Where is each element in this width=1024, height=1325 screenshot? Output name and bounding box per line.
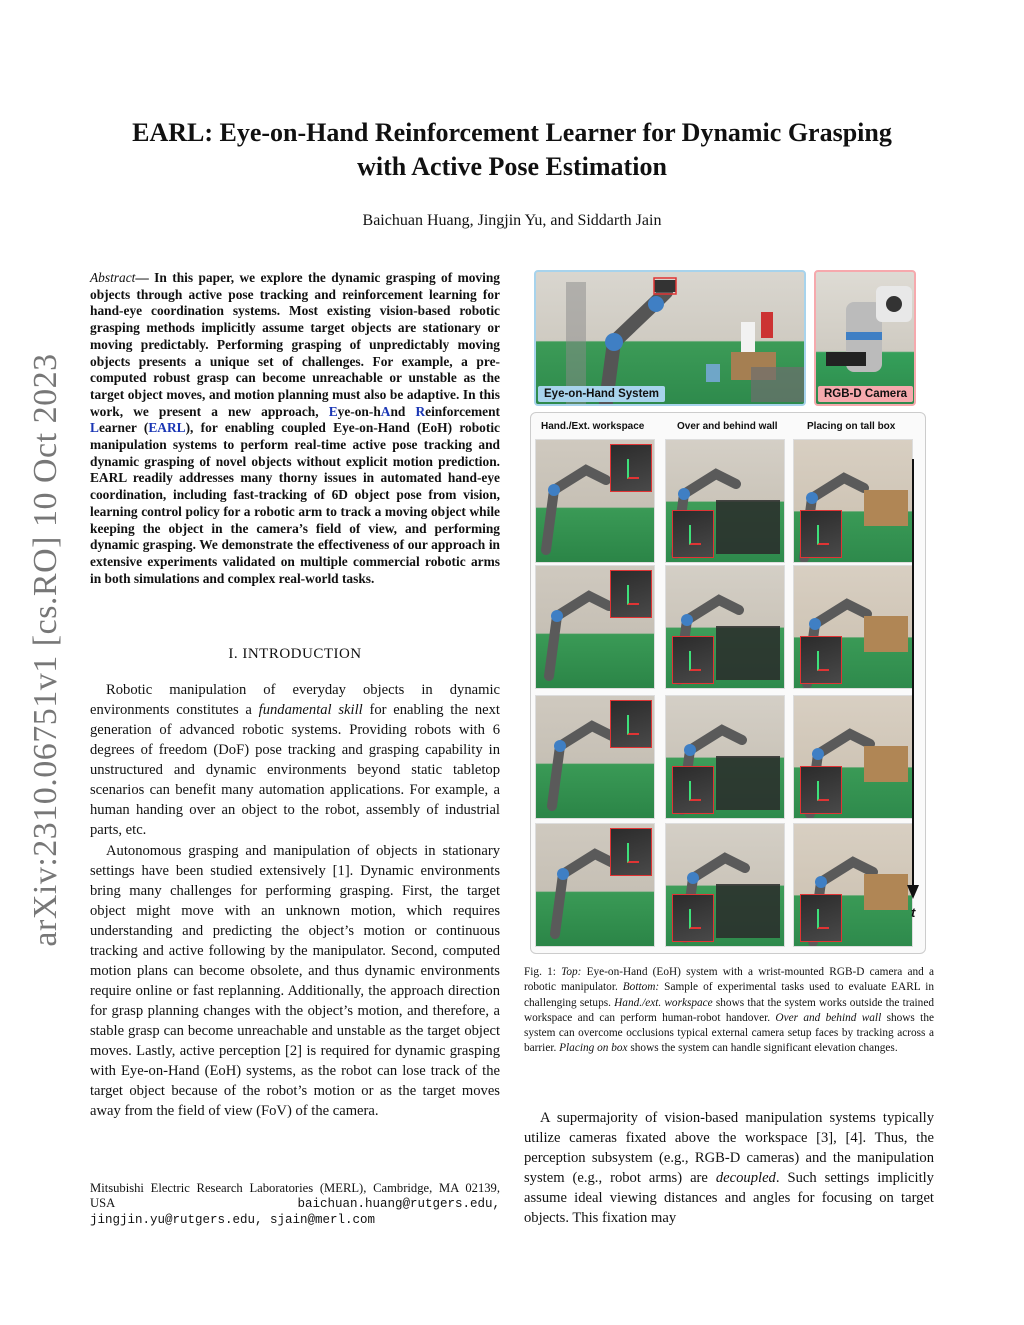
experiment-photo xyxy=(535,695,655,819)
pose-axes-marker xyxy=(627,715,639,735)
camera-view-inset xyxy=(800,636,842,684)
column-header-tall-box: Placing on tall box xyxy=(807,421,896,432)
pose-axes-marker xyxy=(689,525,701,545)
name-part-3: einforcement xyxy=(425,403,500,419)
camera-view-inset xyxy=(610,570,652,618)
p1-text-b: for enabling the next generation of advanced robotic systems. Providing robots with 6 degrees of freedom (DoF) pose tracking and grasping capability in unstructured and dynamic environments beyond static tabletop scenarios can benefit many automation applications. For example, a human handing over an object to the robot, assembly of industrial parts, etc. xyxy=(90,702,500,838)
caption-placing-label: Placing on box xyxy=(559,1042,628,1055)
rgbd-camera-photo xyxy=(814,270,916,406)
time-arrow xyxy=(903,459,923,929)
abstract-dash: — xyxy=(135,270,149,285)
affiliation-text: Mitsubishi Electric Research Laboratories (MERL), Cambridge, MA 02139, USA xyxy=(90,1181,500,1210)
author-emails: baichuan.huang@rutgers.edu, jingjin.yu@rutgers.edu, sjain@merl.com xyxy=(90,1197,500,1227)
camera-view-inset xyxy=(610,444,652,492)
experiment-photo xyxy=(665,823,785,947)
rgbd-camera-label: RGB-D Camera xyxy=(818,386,913,402)
caption-top-label: Top: xyxy=(561,966,582,978)
pose-axes-marker xyxy=(817,525,829,545)
camera-view-inset xyxy=(672,510,714,558)
intro-paragraph-2: Autonomous grasping and manipulation of objects in stationary settings have been studied extensively [1]. Dynamic environments bring many challenges for performing grasping. First, the target object might move with an unknown motion, which requires understanding and predicting the object’s motion or continuous tracking and active following by the manipulator. Second, computed motion plans can become obsolete, and thus dynamic environments require online or fast replanning. Additionally, the approach direction for grasp planning changes with the object’s motion, and therefore, a stable grasp can become unreachable and unstable as the target object moves. Lastly, active perception [2] is required for dynamic grasping with Eye-on-Hand (EoH) systems, as the robot can lose track of the target object because of the robot’s motion or as the target moves away from the field of view (FoV) of the camera. xyxy=(90,843,500,1119)
p3-text-a: A supermajority of vision-based manipulation systems typically utilize cameras fixated above the workspace [3], [4]. Thus, the perception subsystem (e.g., RGB-D cameras) and the manipulation system (e.g., robot arms) are xyxy=(524,1110,934,1186)
abstract-label: Abstract xyxy=(90,270,136,285)
acronym-letter-e: E xyxy=(328,403,338,419)
experiment-photo xyxy=(793,695,913,819)
caption-text-2: Sample of experimental tasks used to evaluate EARL in challenging setups. xyxy=(524,981,934,1009)
figure-top-panel xyxy=(534,270,936,406)
arxiv-sidebar xyxy=(16,350,76,950)
acronym-letter-a: A xyxy=(380,403,391,419)
caption-text-5: shows the system can handle significant elevation changes. xyxy=(627,1042,898,1055)
pose-axes-marker xyxy=(817,651,829,671)
camera-view-inset xyxy=(672,766,714,814)
right-column-paragraph xyxy=(524,1108,934,1228)
eye-on-hand-photo xyxy=(534,270,806,406)
title-line-1: EARL: Eye-on-Hand Reinforcement Learner for Dynamic Grasping xyxy=(132,118,892,147)
figure-caption xyxy=(524,965,934,1057)
experiment-photo xyxy=(793,823,916,947)
abstract-text-before: In this paper, we explore the dynamic grasping of moving objects through active pose tracking and reinforcement learning for hand-eye coordination systems. Most existing vision-based robotic grasping methods implicitly assume target objects are stationary or moving predictably. Performing grasping of unpredictably moving objects presents a unique set of challenges. For example, a pre-computed robust grasp can become unreachable or unstable as the target object moves, and motion planning must also be adaptive. In this work, we present a new approach, xyxy=(90,270,500,419)
figure-bottom-panel xyxy=(530,412,926,954)
camera-view-inset xyxy=(800,894,842,942)
experiment-photo xyxy=(535,823,655,947)
experiment-photo xyxy=(535,565,655,689)
camera-view-inset xyxy=(610,828,652,876)
authors: Baichuan Huang, Jingjin Yu, and Siddarth Jain xyxy=(362,212,662,229)
caption-hand-label: Hand./ext. workspace xyxy=(614,996,713,1009)
experiment-photo xyxy=(793,565,913,689)
experiment-photo xyxy=(665,439,785,563)
eye-on-hand-label: Eye-on-Hand System xyxy=(538,386,665,402)
acronym-letter-l: L xyxy=(90,420,99,436)
pose-axes-marker xyxy=(627,459,639,479)
pose-axes-marker xyxy=(689,781,701,801)
caption-text-1: Eye-on-Hand (EoH) system with a wrist-mounted RGB-D camera and a robotic manipulator. xyxy=(524,966,934,994)
abstract-text-after: ), for enabling coupled Eye-on-Hand (EoH) robotic manipulation systems to perform real-time active pose tracking and dynamic grasping of novel objects without explicit motion prediction. EARL readily addresses many thorny issues in automated hand-eye coordination, including fast-tracking of 6D object pose from vision, learning control policy for a robotic arm to track a moving object while keeping the object in the camera’s field of view, and performing dynamic grasping. We demonstrate the effectiveness of our approach in extensive experiments validated on multiple commercial robotic arms in both simulations and complex real-world tasks. xyxy=(90,420,500,586)
p1-text-a: Robotic manipulation of everyday objects in dynamic environments constitutes a xyxy=(90,682,500,718)
arxiv-identifier: arXiv:2310.06751v1 [cs.RO] 10 Oct 2023 xyxy=(27,353,64,947)
footnote-affiliation xyxy=(90,1181,500,1228)
camera-view-inset xyxy=(672,636,714,684)
name-part-4: earner ( xyxy=(98,420,149,436)
pose-axes-marker xyxy=(817,909,829,929)
pose-axes-marker xyxy=(689,651,701,671)
pose-axes-marker xyxy=(689,909,701,929)
caption-bottom-label: Bottom: xyxy=(622,981,660,994)
section-heading-introduction: I. INTRODUCTION xyxy=(228,646,362,662)
experiment-photo xyxy=(793,439,913,563)
column-header-hand-ext: Hand./Ext. workspace xyxy=(541,421,645,432)
acronym-earl: EARL xyxy=(148,420,186,436)
caption-text-4: shows the system can overcome occlusions typical external camera setup faces by tracking across a barrier. xyxy=(524,1011,934,1055)
camera-view-inset xyxy=(800,510,842,558)
p3-emphasis: decoupled xyxy=(715,1170,776,1186)
pose-axes-marker xyxy=(627,843,639,863)
acronym-letter-r: R xyxy=(415,403,426,419)
column-header-over-wall: Over and behind wall xyxy=(677,421,778,432)
intro-paragraph-1 xyxy=(90,680,500,840)
camera-view-inset xyxy=(800,766,842,814)
pose-axes-marker xyxy=(817,781,829,801)
experiment-photo xyxy=(665,695,785,819)
p1-emphasis: fundamental skill xyxy=(258,702,363,718)
pose-axes-marker xyxy=(627,585,639,605)
caption-text-3: shows that the system works outside the trained workspace and can perform human-robot handover. xyxy=(524,996,934,1024)
time-label: t xyxy=(911,905,916,920)
title-line-2: with Active Pose Estimation xyxy=(357,152,667,181)
experiment-photo xyxy=(535,439,655,563)
p3-text-b: . Such settings implicitly assume ideal viewing distances and angles for focusing on target objects. This fixation may xyxy=(524,1170,934,1226)
caption-over-label: Over and behind wall xyxy=(775,1011,882,1024)
camera-view-inset xyxy=(610,700,652,748)
name-part-1: ye-on-h xyxy=(337,403,381,419)
abstract xyxy=(90,270,500,587)
name-part-2: nd xyxy=(390,403,416,419)
experiment-photo xyxy=(665,565,785,689)
camera-view-inset xyxy=(672,894,714,942)
paper-title xyxy=(80,116,944,184)
caption-fig-label: Fig. 1: xyxy=(524,966,562,978)
